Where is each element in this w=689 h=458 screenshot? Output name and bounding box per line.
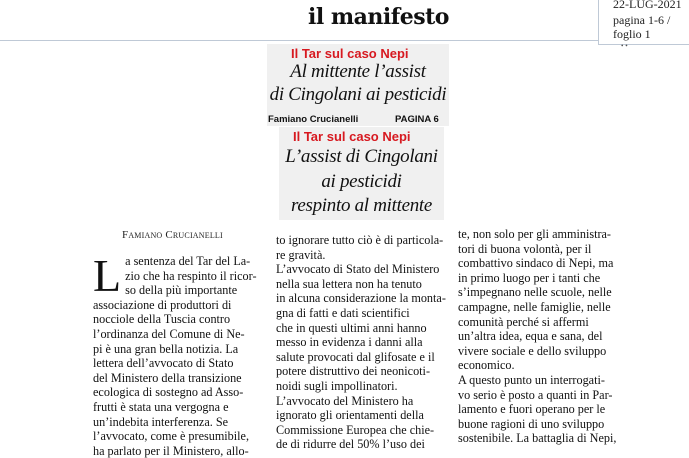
front-kicker: Il Tar sul caso Nepi [291, 46, 409, 61]
col1-line: a sentenza del Tar del La- [125, 254, 251, 268]
header-divider [0, 40, 598, 41]
col2-line: noidi sugli impollinatori. [276, 378, 398, 393]
col2-line: to ignorare tutto ciò è di particola- [276, 233, 444, 247]
col3-line: A questo punto un interrogati- [458, 372, 605, 387]
col1-line: ha parlato per il Ministero, allo- [93, 443, 249, 458]
col1-line: ecologica di sostegno ad Asso- [93, 385, 244, 400]
col2-line: nella sua lettera non ha tenuto [276, 276, 422, 291]
inner-kicker: Il Tar sul caso Nepi [293, 129, 411, 144]
front-headline-line-1: Al mittente l’assist [290, 61, 426, 82]
col3-line: vo serio è posto a quanti in Par- [458, 387, 613, 402]
col2-line: gna di fatti e dati scientifici [276, 305, 410, 320]
col3-line: buone ragioni di uno sviluppo [458, 416, 605, 431]
col3-line: vivere sociale e dello sviluppo [458, 343, 607, 358]
col3-line: campagne, nelle famiglie, nelle [458, 299, 611, 314]
article-byline [122, 229, 223, 241]
clipping-metadata-box [598, 0, 689, 45]
col1-line: nocciole della Tuscia contro [93, 312, 231, 327]
col1-line: associazione di produttori di [93, 297, 232, 312]
col1-line: un’indebita interferenza. Se [93, 414, 229, 429]
col1-line: pi è una gran bella notizia. La [93, 341, 239, 356]
col2-line: ignorato gli orientamenti della [276, 408, 424, 423]
col2-line: messo in evidenza i danni alla [276, 335, 423, 350]
col3-line: sostenibile. La battaglia di Nepi, [458, 431, 617, 446]
newspaper-masthead: il manifesto [308, 4, 449, 30]
col1-line: lettera dell’avvocato di Stato [93, 356, 234, 371]
col1-line: del Ministero della transizione [93, 370, 242, 385]
col2-line: Commissione Europea che chie- [276, 422, 435, 437]
clipping-pages: pagina 1-6 / [613, 13, 671, 27]
front-byline: Famiano Crucianelli [268, 114, 359, 125]
col3-line: economico. [458, 358, 515, 373]
col3-line: s’impegnano nelle scuole, nelle [458, 285, 612, 300]
drop-cap: L [93, 250, 122, 301]
col1-line: zio che ha respinto il ricor- [125, 268, 257, 283]
clipping-sheet: foglio 1 [613, 27, 651, 41]
col2-line: L’avvocato di Stato del Ministero [276, 262, 440, 277]
col3-line: un’altra idea, equa e sana, del [458, 329, 603, 344]
col1-line: l’avvocato, come è presumibile, [93, 429, 250, 444]
col2-line: salute provocati dal glifosate e il [276, 349, 435, 364]
col2-line: de di ridurre del 50% l’uso dei [276, 437, 425, 452]
inner-headline-line-3: respinto al mittente [290, 195, 433, 216]
byline-text: Famiano Crucianelli [122, 229, 223, 241]
col2-line: che in questi ultimi anni hanno [276, 320, 427, 335]
col3-line: combattivo sindaco di Nepi, ma [458, 256, 614, 271]
front-headline-line-2: di Cingolani ai pesticidi [269, 84, 447, 105]
col2-line: potere distruttivo dei neonicoti- [276, 364, 430, 379]
col1-line: l’ordinanza del Comune di Ne- [93, 326, 245, 341]
col2-line: in alcuna considerazione la monta- [276, 291, 446, 306]
col3-line: in primo luogo per i tanti che [458, 270, 601, 285]
col2-line: re gravità. [276, 247, 326, 262]
article-column-1 [93, 250, 259, 458]
inner-headline-line-1: L’assist di Cingolani [285, 146, 438, 167]
inner-headline-line-2: ai pesticidi [321, 171, 402, 192]
clipping-date: 22-LUG-2021 [613, 0, 682, 11]
col3-line: te, non solo per gli amministra- [458, 227, 611, 241]
col3-line: tori di buona volontà, per il [458, 241, 592, 256]
inner-page-clipping [279, 127, 444, 220]
front-page-clipping [267, 44, 449, 126]
col2-line: L’avvocato del Ministero ha [276, 393, 414, 408]
front-page-reference: PAGINA 6 [395, 114, 439, 125]
metadata-dots: • • [621, 42, 628, 50]
col3-line: comunità perché si affermi [458, 314, 589, 329]
col1-line: so della più importante [125, 283, 238, 298]
article-column-3 [458, 227, 628, 446]
article-column-2 [276, 233, 448, 452]
col1-line: frutti è stata una vergogna e [93, 399, 229, 414]
col3-line: lamento e fuori operano per le [458, 402, 606, 417]
